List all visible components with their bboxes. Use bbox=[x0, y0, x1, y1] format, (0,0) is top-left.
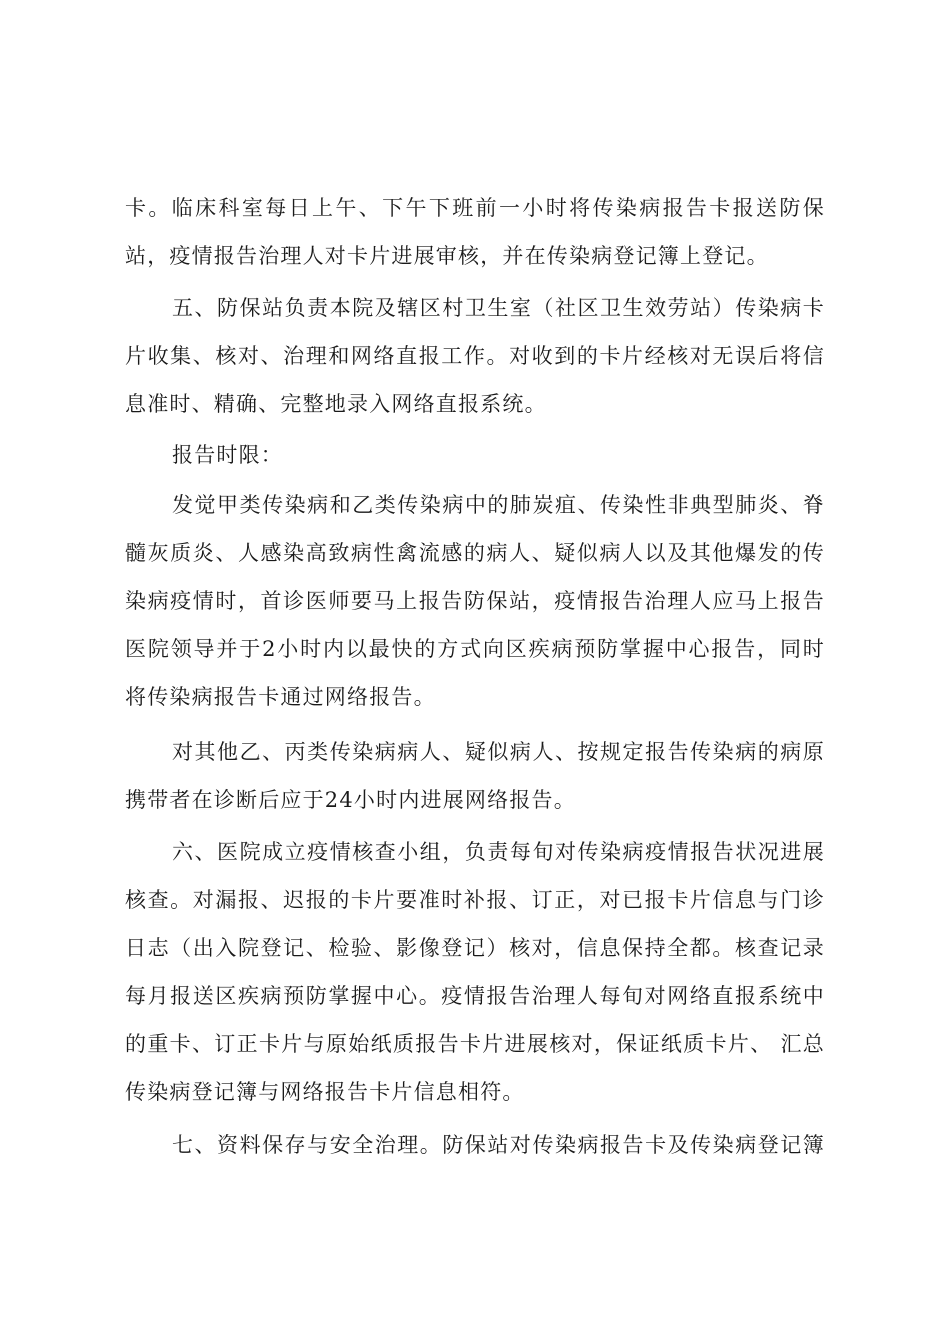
paragraph-start-line: 五、防保站负责本院及辖区村卫生室（社区卫生效劳站）传染病卡 bbox=[172, 296, 825, 320]
body-line: 携带者在诊断后应于24小时内进展网络报告。 bbox=[125, 788, 576, 812]
paragraph-start-line: 对其他乙、丙类传染病病人、疑似病人、按规定报告传染病的病原 bbox=[172, 740, 825, 764]
body-line: 传染病登记簿与网络报告卡片信息相符。 bbox=[125, 1080, 525, 1104]
body-line: 卡。临床科室每日上午、下午下班前一小时将传染病报告卡报送防保 bbox=[125, 196, 825, 220]
body-line: 每月报送区疾病预防掌握中心。疫情报告治理人每旬对网络直报系统中 bbox=[125, 984, 825, 1008]
body-line: 髓灰质炎、人感染高致病性禽流感的病人、疑似病人以及其他爆发的传 bbox=[125, 541, 825, 565]
body-line: 站，疫情报告治理人对卡片进展审核，并在传染病登记簿上登记。 bbox=[125, 244, 769, 268]
body-line: 日志（出入院登记、检验、影像登记）核对，信息保持全都。核查记录 bbox=[125, 936, 825, 960]
body-line: 息准时、精确、完整地录入网络直报系统。 bbox=[125, 392, 547, 416]
body-line: 医院领导并于2小时内以最快的方式向区疾病预防掌握中心报告，同时 bbox=[125, 637, 825, 661]
section-heading: 报告时限： bbox=[172, 443, 283, 467]
paragraph-start-line: 发觉甲类传染病和乙类传染病中的肺炭疽、传染性非典型肺炎、脊 bbox=[172, 493, 825, 517]
paragraph-start-line: 六、医院成立疫情核查小组，负责每旬对传染病疫情报告状况进展 bbox=[172, 840, 825, 864]
paragraph-start-line: 七、资料保存与安全治理。防保站对传染病报告卡及传染病登记簿 bbox=[172, 1133, 825, 1157]
body-line: 的重卡、订正卡片与原始纸质报告卡片进展核对，保证纸质卡片、 汇总 bbox=[125, 1032, 825, 1056]
body-line: 片收集、核对、治理和网络直报工作。对收到的卡片经核对无误后将信 bbox=[125, 344, 825, 368]
body-line: 染病疫情时，首诊医师要马上报告防保站，疫情报告治理人应马上报告 bbox=[125, 589, 825, 613]
body-line: 将传染病报告卡通过网络报告。 bbox=[125, 685, 436, 709]
body-line: 核查。对漏报、迟报的卡片要准时补报、订正，对已报卡片信息与门诊 bbox=[125, 888, 825, 912]
